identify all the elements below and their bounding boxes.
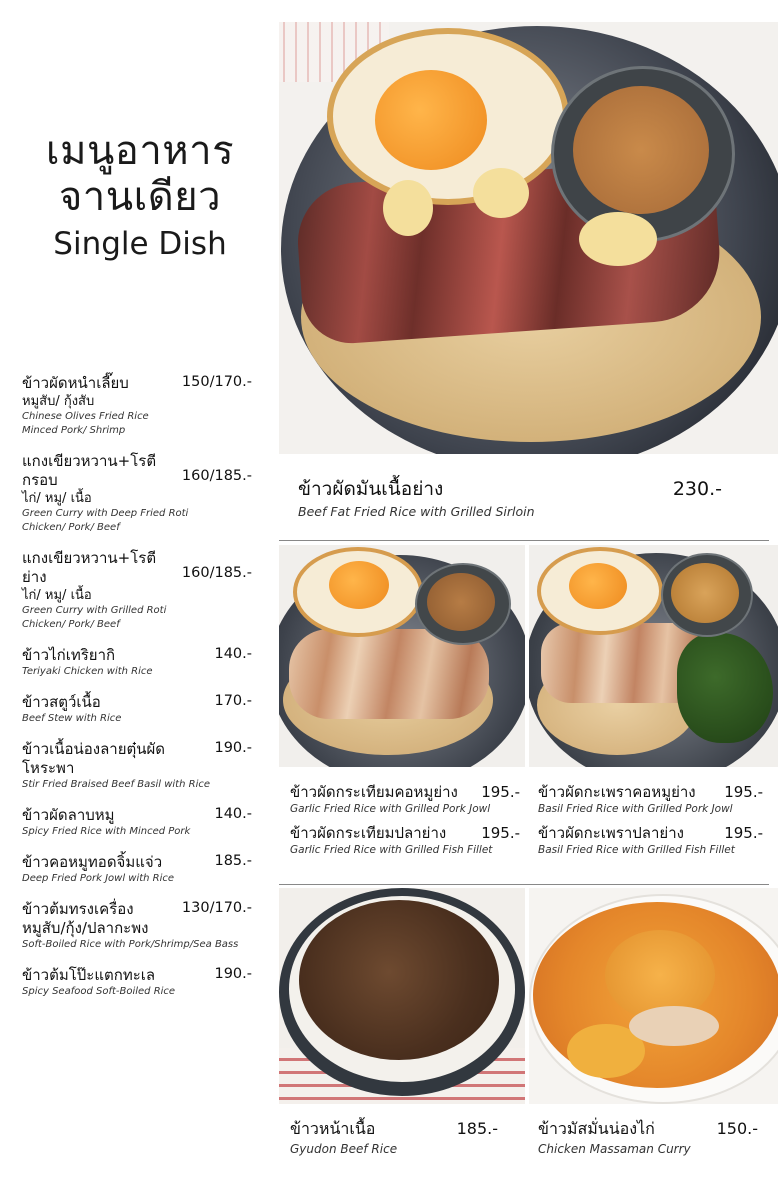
egg-yolk [375,70,487,170]
basil-dishes-labels [538,782,763,864]
dish-english: Basil Fried Rice with Grilled Fish Fillet [538,844,735,856]
menu-item-english: Stir Fried Braised Beef Basil with Rice [22,779,210,790]
menu-item [22,452,258,535]
gyudon-dish-photo [279,888,525,1104]
title-thai-line1: เมนูอาหาร [45,128,235,174]
menu-item-english: Chinese Olives Fried Rice [22,411,149,422]
menu-item-english: Green Curry with Grilled Roti [22,605,167,616]
garlic-pork-dish-photo [279,545,525,767]
dish-price: 150.- [716,1119,758,1138]
menu-item-price: 140.- [214,646,252,662]
title-thai-line2: จานเดียว [58,174,222,220]
menu-item-price: 130/170.- [181,900,252,916]
menu-item-name: ข้าวสตูว์เนื้อ [22,693,101,711]
title-english: Single Dish [53,226,227,262]
menu-item-price: 185.- [214,853,252,869]
gyudon-label [290,1118,498,1164]
menu-item-english: Spicy Seafood Soft-Boiled Rice [22,986,176,997]
dish-price: 230.- [672,478,722,500]
garlic-dishes-labels [290,782,520,864]
garlic [473,168,529,218]
menu-item-options: หมูสับ/ กุ้งสับ [22,394,95,409]
menu-item-name: แกงเขียวหวาน+โรตีย่าง [22,549,157,586]
dish-english: Basil Fried Rice with Grilled Pork Jowl [538,803,733,815]
menu-item-options: หมูสับ/กุ้ง/ปลากะพง [22,919,149,937]
menu-item-name: ข้าวต้มโป๊ะแตกทะเล [22,966,156,984]
dish-price: 195.- [724,783,763,801]
shallots [629,1006,719,1046]
menu-item [22,853,258,886]
egg-yolk [569,563,627,609]
dish-english: Chicken Massaman Curry [538,1142,691,1156]
chili-sauce [671,563,739,623]
menu-item-english: Spicy Fried Rice with Minced Pork [22,826,191,837]
menu-item-price: 160/185.- [181,468,252,484]
menu-item-price: 170.- [214,693,252,709]
dish-price: 195.- [724,824,763,842]
menu-item-options: ไก่/ หมู/ เนื้อ [22,588,92,603]
menu-title-block [0,128,280,264]
dish-name: ข้าวผัดมันเนื้อย่าง [298,478,444,500]
dish-name: ข้าวผัดกะเพราคอหมูย่าง [538,783,696,801]
menu-item [22,740,258,792]
menu-item-name: ข้าวผัดหนำเลี๊ยบ [22,374,129,392]
menu-item [22,374,258,438]
menu-item [22,693,258,726]
menu-item-english-options: Chicken/ Pork/ Beef [22,522,120,533]
menu-item [22,806,258,839]
divider [279,884,769,885]
menu-item-name: ข้าวไก่เทริยากิ [22,646,116,664]
dish-english: Garlic Fried Rice with Grilled Fish Fillet [290,844,493,856]
massaman-label [538,1118,758,1164]
dipping-sauce [573,86,709,214]
dish-english: Garlic Fried Rice with Grilled Pork Jowl [290,803,491,815]
menu-item-price: 150/170.- [181,374,252,390]
menu-item-english: Soft-Boiled Rice with Pork/Shrimp/Sea Bass [22,939,239,950]
menu-item-price: 190.- [214,966,252,982]
massaman-dish-photo [529,888,778,1104]
dish-price: 195.- [481,824,520,842]
menu-item [22,966,258,999]
basil-pork-dish-photo [529,545,778,767]
menu-list [22,374,258,1013]
egg-yolk [329,561,389,609]
featured-dish-label [298,476,722,528]
divider [279,540,769,541]
dish-name: ข้าวหน้าเนื้อ [290,1119,376,1138]
dish-english: Gyudon Beef Rice [290,1142,398,1156]
dish-price: 195.- [481,783,520,801]
menu-item-english-options: Minced Pork/ Shrimp [22,425,126,436]
beef-topping [299,900,499,1060]
garlic [579,212,657,266]
featured-dish-photo [279,22,778,454]
dish-name: ข้าวมัสมั่นน่องไก่ [538,1119,655,1138]
menu-item-english: Beef Stew with Rice [22,713,122,724]
menu-item-name: ข้าวผัดลาบหมู [22,806,115,824]
menu-item-name: แกงเขียวหวาน+โรตีกรอบ [22,452,157,489]
menu-item-name: ข้าวเนื้อน่องลายตุ๋นผัดโหระพา [22,740,166,777]
menu-item-name: ข้าวคอหมูทอดจิ้มแจ่ว [22,853,163,871]
menu-item-price: 160/185.- [181,565,252,581]
dipping-sauce [427,573,495,631]
dish-name: ข้าวผัดกะเพราปลาย่าง [538,824,684,842]
dish-price: 185.- [456,1119,498,1138]
dish-name: ข้าวผัดกระเทียมคอหมูย่าง [290,783,458,801]
menu-item-price: 190.- [214,740,252,756]
menu-item [22,549,258,632]
menu-item-english: Teriyaki Chicken with Rice [22,666,153,677]
menu-item-english: Green Curry with Deep Fried Roti [22,508,189,519]
menu-item-name: ข้าวต้มทรงเครื่อง [22,900,134,918]
dish-english: Beef Fat Fried Rice with Grilled Sirloin [298,504,535,519]
menu-item-price: 140.- [214,806,252,822]
menu-item [22,646,258,679]
menu-item-options: ไก่/ หมู/ เนื้อ [22,491,92,506]
menu-item-english: Deep Fried Pork Jowl with Rice [22,873,175,884]
garlic [383,180,433,236]
dish-name: ข้าวผัดกระเทียมปลาย่าง [290,824,447,842]
menu-item-english-options: Chicken/ Pork/ Beef [22,619,120,630]
menu-item [22,900,258,952]
